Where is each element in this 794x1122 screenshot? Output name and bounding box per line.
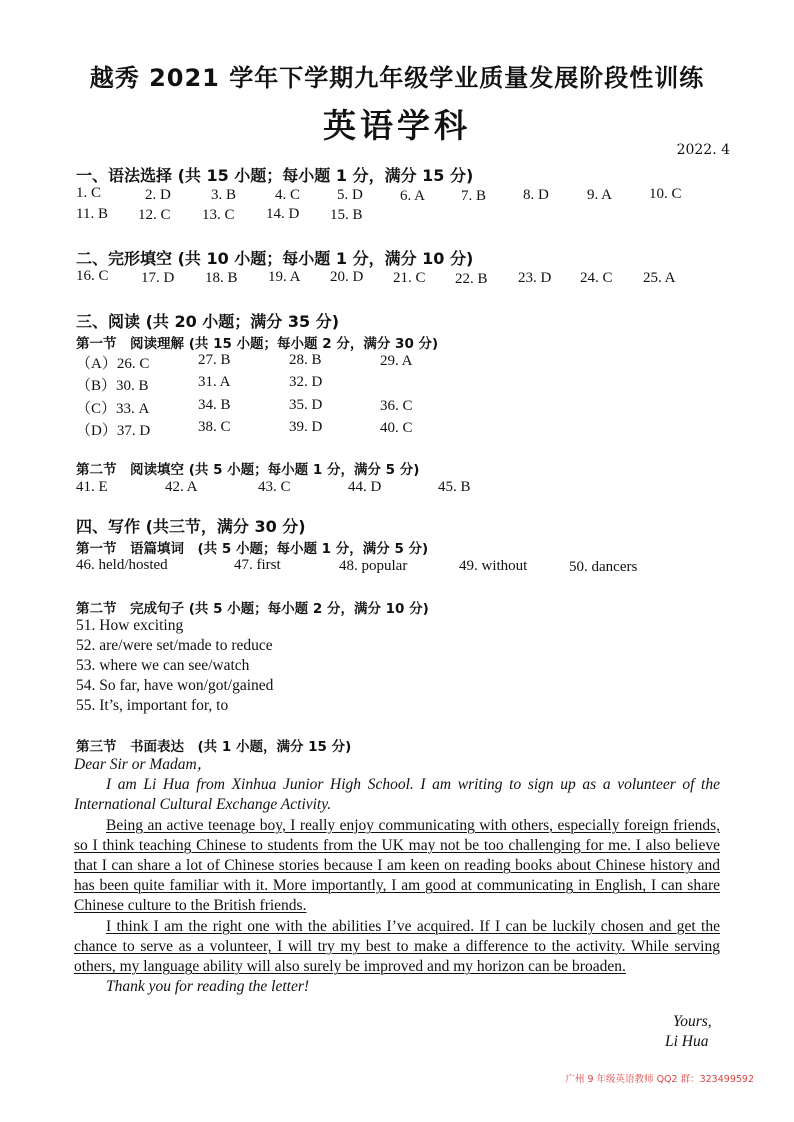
part4-section1-heading: 第一节 语篇填词 (共 5 小题；每小题 1 分，满分 5 分) [76, 541, 429, 557]
essay-thanks: Thank you for reading the letter! [106, 978, 310, 996]
answer-item: 25. A [643, 270, 676, 286]
answer-item: 7. B [461, 188, 487, 204]
answer-item: 31. A [198, 374, 231, 390]
footer-note: 广州 9 年级英语教师 QQ2 群：323499592 [565, 1074, 754, 1085]
part2-heading: 二、完形填空 (共 10 小题；每小题 1 分，满分 10 分) [76, 249, 474, 268]
answer-item: 6. A [400, 188, 426, 204]
answer-item: 5. D [337, 187, 363, 203]
answer-item: 17. D [141, 270, 175, 286]
sentence-answer: 53. where we can see/watch [76, 657, 250, 674]
answer-item: 48. popular [339, 558, 408, 574]
essay-body-paragraph-2: I think I am the right one with the abilities I’ve acquired. If I can be luckily chosen and get the chance to serve as a volunteer, I will try my best to make a difference to the activity. While serving others, my language ability will also surely be improved and my horizon can be broaden. [74, 917, 720, 976]
answer-item: 22. B [455, 271, 488, 287]
answer-item: 32. D [289, 374, 323, 390]
answer-item: 42. A [165, 479, 198, 495]
part3-heading: 三、阅读 (共 20 小题；满分 35 分) [76, 312, 340, 331]
answer-item: 10. C [649, 186, 682, 202]
document-title: 越秀 2021 学年下学期九年级学业质量发展阶段性训练 [89, 64, 705, 92]
answer-item: 47. first [234, 557, 281, 573]
answer-item: 46. held/hosted [76, 557, 168, 573]
document-date: 2022. 4 [676, 142, 730, 158]
sentence-answer: 52. are/were set/made to reduce [76, 637, 273, 654]
answer-item: 27. B [198, 352, 231, 368]
answer-item: 16. C [76, 268, 109, 284]
sentence-answer: 55. It’s, important for, to [76, 697, 229, 714]
essay-salutation: Dear Sir or Madam， [74, 756, 213, 773]
answer-item: 1. C [76, 185, 102, 201]
answer-item: 36. C [380, 398, 413, 414]
sentence-answer: 54. So far, have won/got/gained [76, 677, 274, 694]
answer-item: 41. E [76, 479, 108, 495]
part3-section2-heading: 第二节 阅读填空 (共 5 小题；每小题 1 分，满分 5 分) [76, 462, 420, 478]
part4-section3-heading: 第三节 书面表达 (共 1 小题，满分 15 分) [76, 739, 352, 755]
essay [74, 755, 720, 997]
answer-item: （D）37. D [76, 423, 151, 439]
part4-section2-heading: 第二节 完成句子 (共 5 小题；每小题 2 分，满分 10 分) [76, 601, 429, 617]
essay-body-paragraph-1: Being an active teenage boy, I really enjoy communicating with others, especially foreign friends, so I think teaching Chinese to students from the UK may not be too challenging for me. I also believe that I can share a lot of Chinese stories because I am keen on reading books about Chinese history and has been quite familiar with it. More importantly, I am good at communicating in English, I can share Chinese culture to the British friends. [74, 816, 720, 915]
answer-item: 40. C [380, 420, 413, 436]
answer-item: 19. A [268, 269, 301, 285]
answer-item: 2. D [145, 187, 171, 203]
answer-item: 11. B [76, 206, 108, 222]
answer-item: 21. C [393, 270, 426, 286]
answer-item: （A）26. C [76, 356, 150, 372]
essay-intro: I am Li Hua from Xinhua Junior High School. I am writing to sign up as a volunteer of the International Cultural Exchange Activity. [74, 776, 720, 814]
subject-title: 英语学科 [323, 106, 471, 145]
answer-item: 44. D [348, 479, 382, 495]
essay-closing: Yours, [673, 1013, 712, 1030]
answer-item: 39. D [289, 419, 323, 435]
answer-item: 45. B [438, 479, 471, 495]
essay-signature: Li Hua [665, 1033, 709, 1050]
answer-item: 3. B [211, 187, 237, 203]
answer-item: 13. C [202, 207, 235, 223]
answer-item: 18. B [205, 270, 238, 286]
answer-item: 15. B [330, 207, 363, 223]
answer-item: 9. A [587, 187, 613, 203]
sentence-answer: 51. How exciting [76, 617, 184, 634]
answer-item: 34. B [198, 397, 231, 413]
answer-item: 35. D [289, 397, 323, 413]
answer-item: 24. C [580, 270, 613, 286]
answer-item: 20. D [330, 269, 364, 285]
answer-item: 43. C [258, 479, 291, 495]
part1-heading: 一、语法选择 (共 15 小题；每小题 1 分，满分 15 分) [76, 166, 474, 185]
part4-heading: 四、写作 (共三节，满分 30 分) [76, 517, 306, 536]
part3-section1-heading: 第一节 阅读理解 (共 15 小题；每小题 2 分，满分 30 分) [76, 336, 439, 352]
answer-item: 28. B [289, 352, 322, 368]
answer-item: 38. C [198, 419, 231, 435]
answer-item: 50. dancers [569, 559, 638, 575]
answer-item: 12. C [138, 207, 171, 223]
answer-item: （B）30. B [76, 378, 149, 394]
answer-item: 14. D [266, 206, 300, 222]
answer-item: （C）33. A [76, 401, 150, 417]
answer-item: 8. D [523, 187, 549, 203]
answer-item: 49. without [459, 558, 528, 574]
answer-item: 29. A [380, 353, 413, 369]
answer-item: 4. C [275, 187, 301, 203]
answer-item: 23. D [518, 270, 552, 286]
